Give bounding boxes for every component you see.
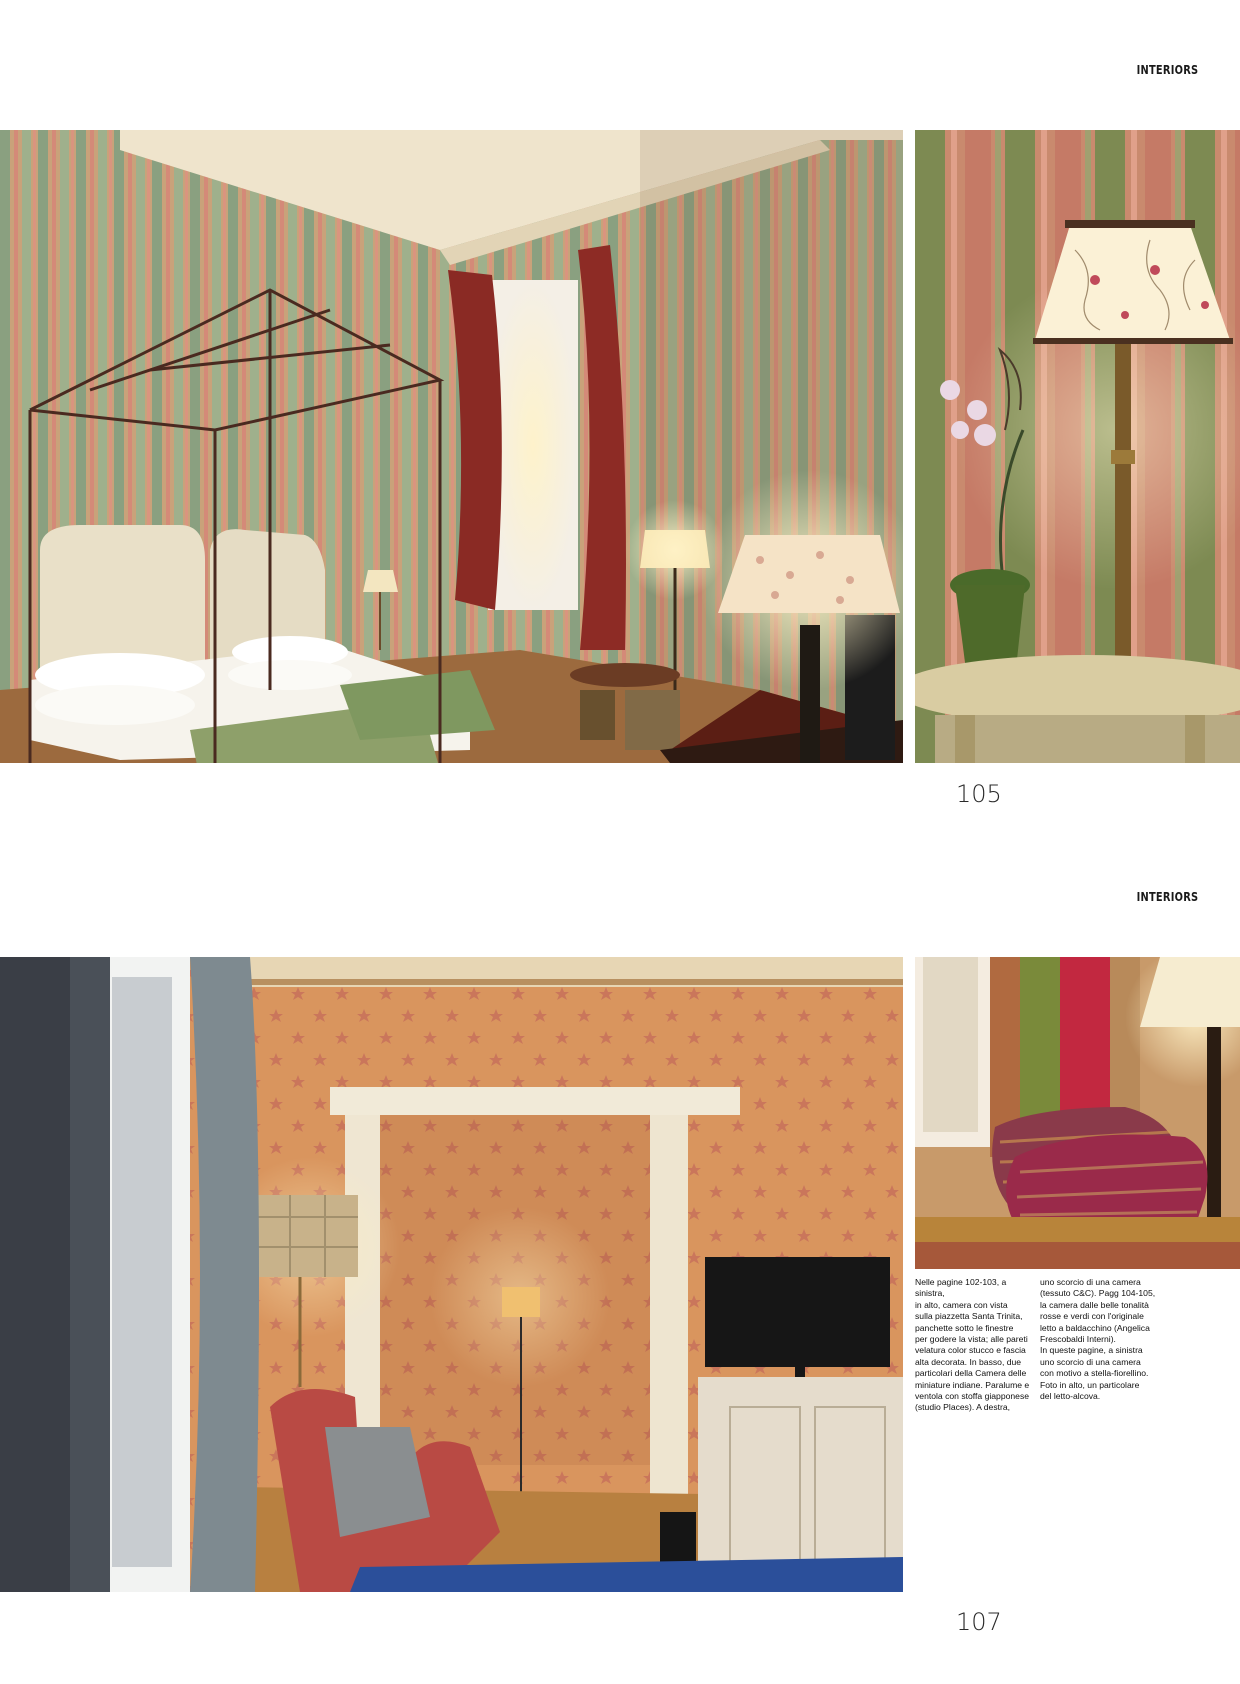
caption-column-2: uno scorcio di una camera (tessuto C&C). Pagg 104-105, la camera dalle belle tonalità rosse e verdi con l'originale letto a baldacchino (Angelica Frescobaldi Interni). In queste pagine, a sinistra uno scorcio di una camera con motivo a stella-fiorellino. Foto in alto, un particolare del letto-alcova. (1040, 1277, 1156, 1402)
photo-star-pattern-room (0, 957, 903, 1592)
caption-column-1: Nelle pagine 102-103, a sinistra, in alto, camera con vista sulla piazzetta Santa Trinita, panchette sotto le finestre per godere la vista; alle pareti velatura color stucco e fascia alta decorata. In basso, due particolari della Camera delle miniature indiane. Paralume e ventola con stoffa giapponese (studio Places). A destra, (915, 1277, 1030, 1413)
page-number-bottom: 107 (956, 1608, 1002, 1636)
photo-alcove-pillows (915, 957, 1240, 1269)
page-number-top: 105 (956, 780, 1002, 808)
photo-lamp-detail (915, 130, 1240, 763)
section-label-top: INTERIORS (1136, 63, 1198, 77)
section-label-bottom: INTERIORS (1136, 890, 1198, 904)
photo-canopy-bedroom (0, 130, 903, 763)
